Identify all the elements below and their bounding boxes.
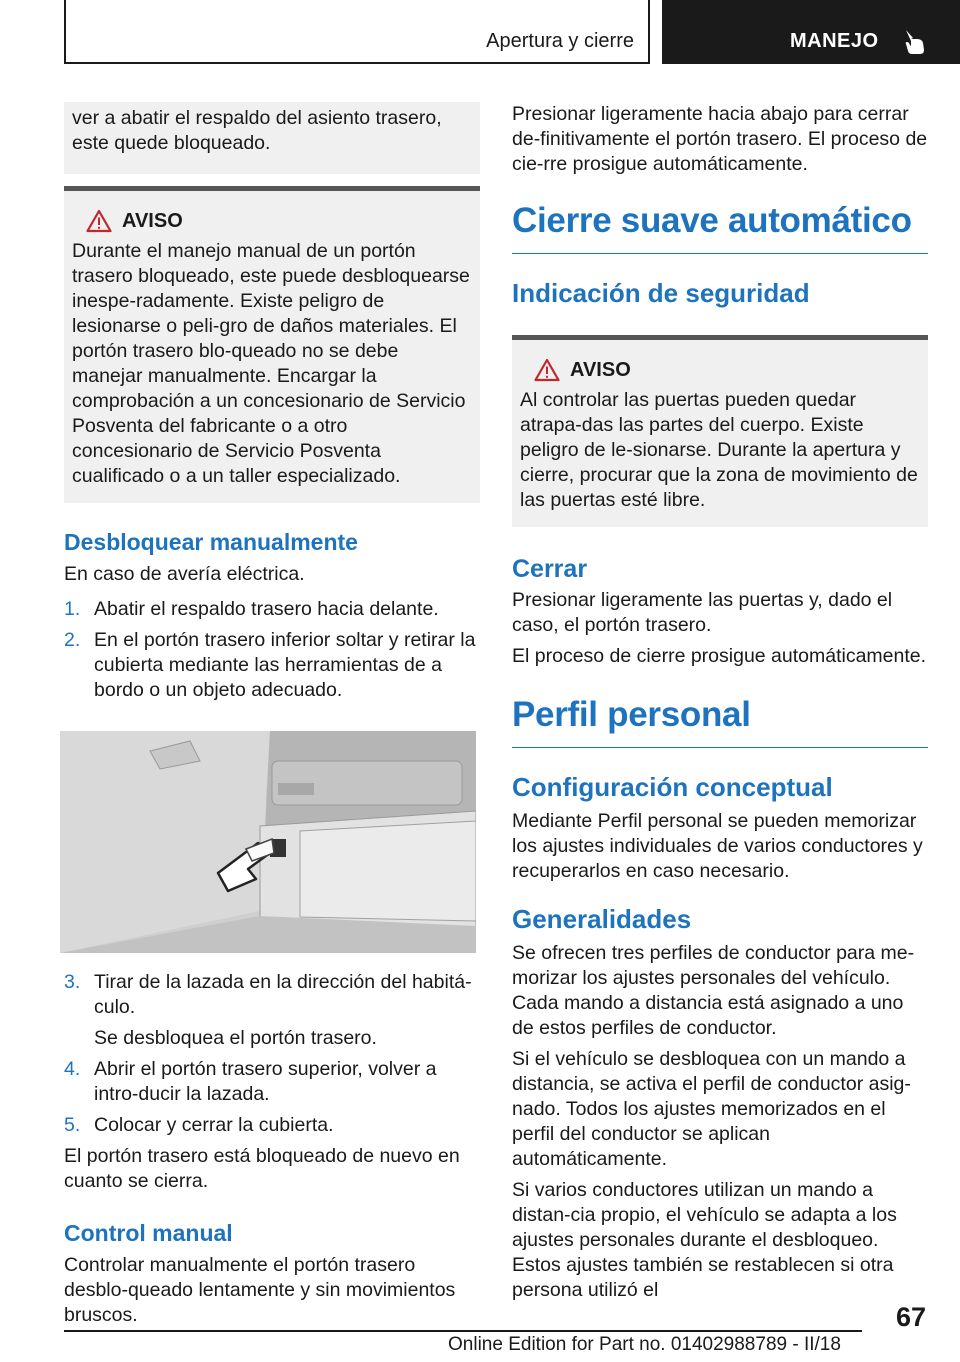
header-section-frame <box>64 0 650 64</box>
step3-note: Se desbloquea el portón trasero. <box>94 1027 377 1049</box>
general-text-2: Si el vehículo se desbloquea con un mando a distancia, se activa el perfil de conductor asig-nado. Todos los ajustes memorizados en el perfil del conductor se aplican automáticamente. <box>512 1048 911 1170</box>
continued-info-box <box>64 102 480 174</box>
trunk-cover-illustration <box>60 731 476 953</box>
list-item: 5. Colocar y cerrar la cubierta. <box>64 1114 334 1136</box>
footer-divider <box>64 1330 862 1332</box>
heading-close: Cerrar <box>512 555 588 583</box>
unlock-steps-list <box>64 597 480 703</box>
unlock-steps-list-final <box>64 1057 480 1138</box>
list-item: 4. Abrir el portón trasero superior, volver a intro-ducir la lazada. <box>64 1058 437 1105</box>
control-manual-text: Controlar manualmente el portón trasero desblo-queado lentamente y sin movimientos bruscos. <box>64 1254 456 1326</box>
hand-pointer-icon <box>900 26 930 56</box>
header-tab-label: MANEJO <box>790 30 879 52</box>
unlock-closing-text: El portón trasero está bloqueado de nuevo en cuanto se cierra. <box>64 1145 460 1192</box>
warning-title: AVISO <box>122 209 183 232</box>
unlock-steps-list-continued <box>64 970 480 1020</box>
warning-text: Durante el manejo manual de un portón trasero bloqueado, este puede desbloquearse inespe-radamente. Existe peligro de lesionarse o peli-gro de daños materiales. El portón trasero blo-queado no se debe manejar manualmente. Encargar la comprobación a un concesionario de Servicio Posventa del fabricante o a otro concesionario de Servicio Posventa cualificado o a un taller especializado. <box>72 240 470 487</box>
heading-control-manual: Control manual <box>64 1220 233 1246</box>
warning-header <box>86 209 472 233</box>
list-item: 1. Abatir el respaldo trasero hacia delante. <box>64 598 439 620</box>
close-intro-text: Presionar ligeramente hacia abajo para cerrar de-finitivamente el portón trasero. El proceso de cie-rre prosigue automáticamente. <box>512 103 928 175</box>
list-item: 2. En el portón trasero inferior soltar y retirar la cubierta mediante las herramientas de a bordo o un objeto adecuado. <box>64 629 476 701</box>
heading-soft-close: Cierre suave automático <box>512 201 928 254</box>
heading-general: Generalidades <box>512 904 692 934</box>
warning-triangle-icon <box>86 209 112 233</box>
warning-title: AVISO <box>570 358 631 381</box>
close-text-1: Presionar ligeramente las puertas y, dado el caso, el portón trasero. <box>512 589 893 636</box>
warning-triangle-icon <box>534 358 560 382</box>
continued-info-text: ver a abatir el respaldo del asiento trasero, este quede bloqueado. <box>72 107 442 154</box>
footer-edition-text: Online Edition for Part no. 01402988789 - II/18 <box>448 1334 841 1355</box>
heading-unlock-manual: Desbloquear manualmente <box>64 529 358 555</box>
unlock-intro: En caso de avería eléctrica. <box>64 563 305 585</box>
heading-safety-note: Indicación de seguridad <box>512 278 810 308</box>
close-text-2: El proceso de cierre prosigue automáticamente. <box>512 645 927 667</box>
warning-header <box>534 358 920 382</box>
warning-text: Al controlar las puertas pueden quedar atrapa-das las partes del cuerpo. Existe peligro de le-sionarse. Durante la apertura y cierre, procurar que la zona de movimiento de las puertas esté libre. <box>520 389 918 511</box>
concept-text: Mediante Perfil personal se pueden memorizar los ajustes individuales de varios conductores y recuperarlos en caso necesario. <box>512 810 923 882</box>
page-number: 67 <box>896 1302 927 1332</box>
list-item: 3. Tirar de la lazada en la dirección del habitá-culo. <box>64 971 472 1018</box>
warning-box-soft-close <box>512 335 928 527</box>
general-text-1: Se ofrecen tres perfiles de conductor para me-morizar los ajustes personales del vehículo. Cada mando a distancia está asignado a uno de estos perfiles de conductor. <box>512 942 915 1039</box>
left-column <box>64 102 480 1328</box>
right-column <box>512 102 928 1303</box>
heading-concept-config: Configuración conceptual <box>512 772 833 802</box>
heading-personal-profile: Perfil personal <box>512 695 928 748</box>
header-chapter-tab[interactable] <box>662 0 960 64</box>
header-section-title: Apertura y cierre <box>486 30 634 52</box>
warning-box-manual <box>64 186 480 503</box>
general-text-3: Si varios conductores utilizan un mando a distan-cia propio, el vehículo se adapta a los ajustes personales durante el desbloqueo. Estos ajustes también se restablecen si otra persona utilizó el <box>512 1179 897 1301</box>
